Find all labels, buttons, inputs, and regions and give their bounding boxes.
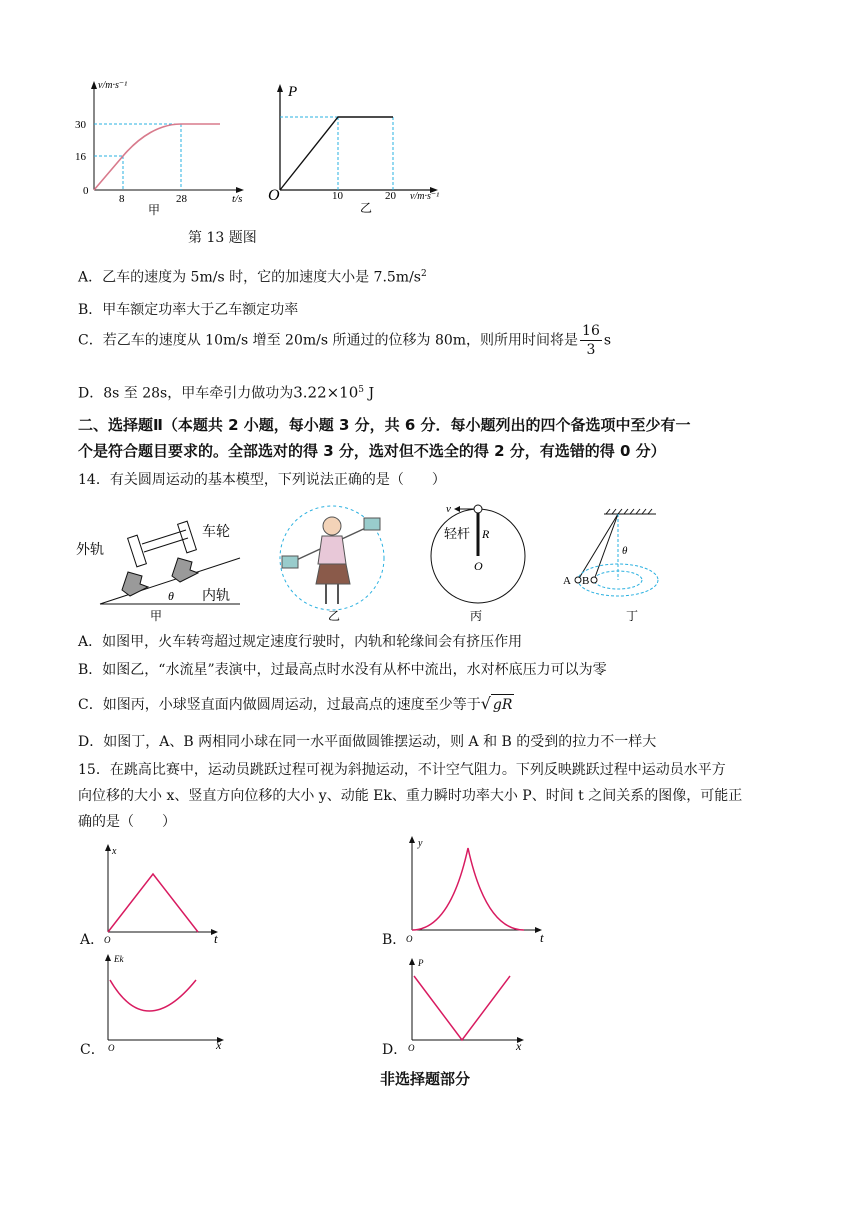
q15-graph-b [398,834,558,946]
q13-option-a: A．乙车的速度为 5m/s 时，它的加速度大小是 $7.5m/s^2$ [78,269,427,286]
fig14-jia [76,521,240,623]
q14-option-d: D．如图丁，A、B 两相同小球在同一水平面做圆锥摆运动，则 A 和 B 的受到的拉力不一样大 [78,734,657,750]
q13-option-d: D．8s 至 28s，甲车牵引力做功为$3.22\times 10^5$ J [78,383,375,402]
q15-graph-d [398,954,538,1054]
fig14-bing [431,503,525,623]
outer-rail-label: 外轨 [76,543,104,558]
ball-b-label: B [582,575,590,587]
jia-ytick-16: 16 [75,151,86,163]
radius-label: R [482,527,490,541]
jia-name: 甲 [148,203,161,217]
q15-label-c: C． [80,1042,105,1058]
theta-label: θ [168,589,174,603]
yi-xtick-10: 10 [332,190,343,202]
yi-power-curve [280,117,393,190]
section-2-header-line1: 二、选择题Ⅱ（本题共 2 小题，每小题 3 分，共 6 分．每小题列出的四个备选项中至少有一 [78,416,691,434]
graph-jia [75,80,244,217]
q15-graph-c [96,950,236,1054]
jia-velocity-curve [94,124,220,190]
q15-label-b: B． [382,932,407,948]
svg-text:x: x [216,1038,222,1052]
svg-text:t: t [214,931,218,946]
yi-name: 乙 [360,201,373,215]
ball-a-label: A [563,575,571,587]
cup-left [282,556,298,568]
graph-yi [268,84,439,215]
ball-a [575,577,581,583]
jia-ytick-0: 0 [83,185,89,197]
yi-ylabel: P [288,84,298,100]
outer-rail-shape [122,572,148,596]
q15-label-a: A． [80,932,105,948]
fig14-ding-name: 丁 [626,609,639,623]
ball-b [591,577,597,583]
svg-text:O: O [406,934,413,944]
q15-label-d: D． [382,1042,408,1058]
jia-ytick-30: 30 [75,119,86,131]
fig14-jia-name: 甲 [150,609,163,623]
jia-ylabel: v/m·s⁻¹ [98,80,128,91]
q15-graph-a [96,842,236,946]
svg-text:x: x [112,846,117,857]
cup-right [364,518,380,530]
figure-13 [75,72,460,252]
wheel-label: 车轮 [202,525,230,540]
ding-theta-label: θ [622,545,628,557]
rod-label: 轻杆 [444,526,471,541]
velocity-label: v [446,503,451,515]
center-label: O [474,559,483,573]
figure-14 [70,496,690,628]
inner-rail-shape [172,558,198,582]
q15-stem-line2: 向位移的大小 x、竖直方向位移的大小 y、动能 Ek、重力瞬时功率大小 P、时间 t 之间关系的图像，可能正 [78,788,743,804]
yi-xlabel: v/m·s⁻¹ [410,191,440,202]
svg-text:O: O [408,1043,415,1053]
svg-text:O: O [104,935,111,945]
figure-13-caption: 第 13 题图 [188,230,257,246]
jia-xtick-28: 28 [176,193,187,205]
graph-a-curve [108,874,198,932]
yi-xtick-20: 20 [385,190,396,202]
graph-b-curve [412,848,524,930]
fig14-yi [280,506,384,623]
jia-xtick-8: 8 [119,193,125,205]
svg-text:O: O [108,1043,115,1053]
svg-text:t: t [540,930,544,945]
fig14-ding [563,509,658,623]
q14-option-a: A．如图甲，火车转弯超过规定速度行驶时，内轨和轮缘间会有挤压作用 [78,634,523,650]
fig14-yi-name: 乙 [328,609,341,623]
fig14-bing-name: 丙 [470,609,483,623]
svg-text:y: y [418,838,423,849]
q13-option-b: B．甲车额定功率大于乙车额定功率 [78,302,299,318]
non-choice-section-title: 非选择题部分 [380,1070,471,1088]
inner-rail-label: 内轨 [202,589,230,604]
svg-text:x: x [516,1039,522,1053]
q14-stem: 14．有关圆周运动的基本模型，下列说法正确的是（ ） [78,472,446,488]
performer-head [323,517,341,535]
graph-d-curve [414,976,510,1040]
graph-c-curve [110,980,196,1011]
yi-origin: O [268,187,280,204]
svg-text:P: P [418,958,424,968]
jia-xlabel: t/s [232,193,243,205]
q13-option-c: C．若乙车的速度从 10m/s 增至 20m/s 所通过的位移为 80m，则所用时间将是 $\frac{16}{3}$ s [78,323,612,358]
svg-text:Ek: Ek [114,954,124,964]
section-2-header-line2: 个是符合题目要求的。全部选对的得 3 分，选对但不选全的得 2 分，有选错的得 0 分） [78,442,666,460]
q15-stem-line1: 15．在跳高比赛中，运动员跳跃过程可视为斜抛运动，不计空气阻力。下列反映跳跃过程中运动员水平方 [78,762,726,778]
q15-stem-line3: 确的是（ ） [78,814,176,830]
q14-option-b: B．如图乙，“水流星”表演中，过最高点时水没有从杯中流出，水对杯底压力可以为零 [78,662,607,678]
q14-option-c: C．如图丙，小球竖直面内做圆周运动，过最高点的速度至少等于√ gR [78,694,513,713]
